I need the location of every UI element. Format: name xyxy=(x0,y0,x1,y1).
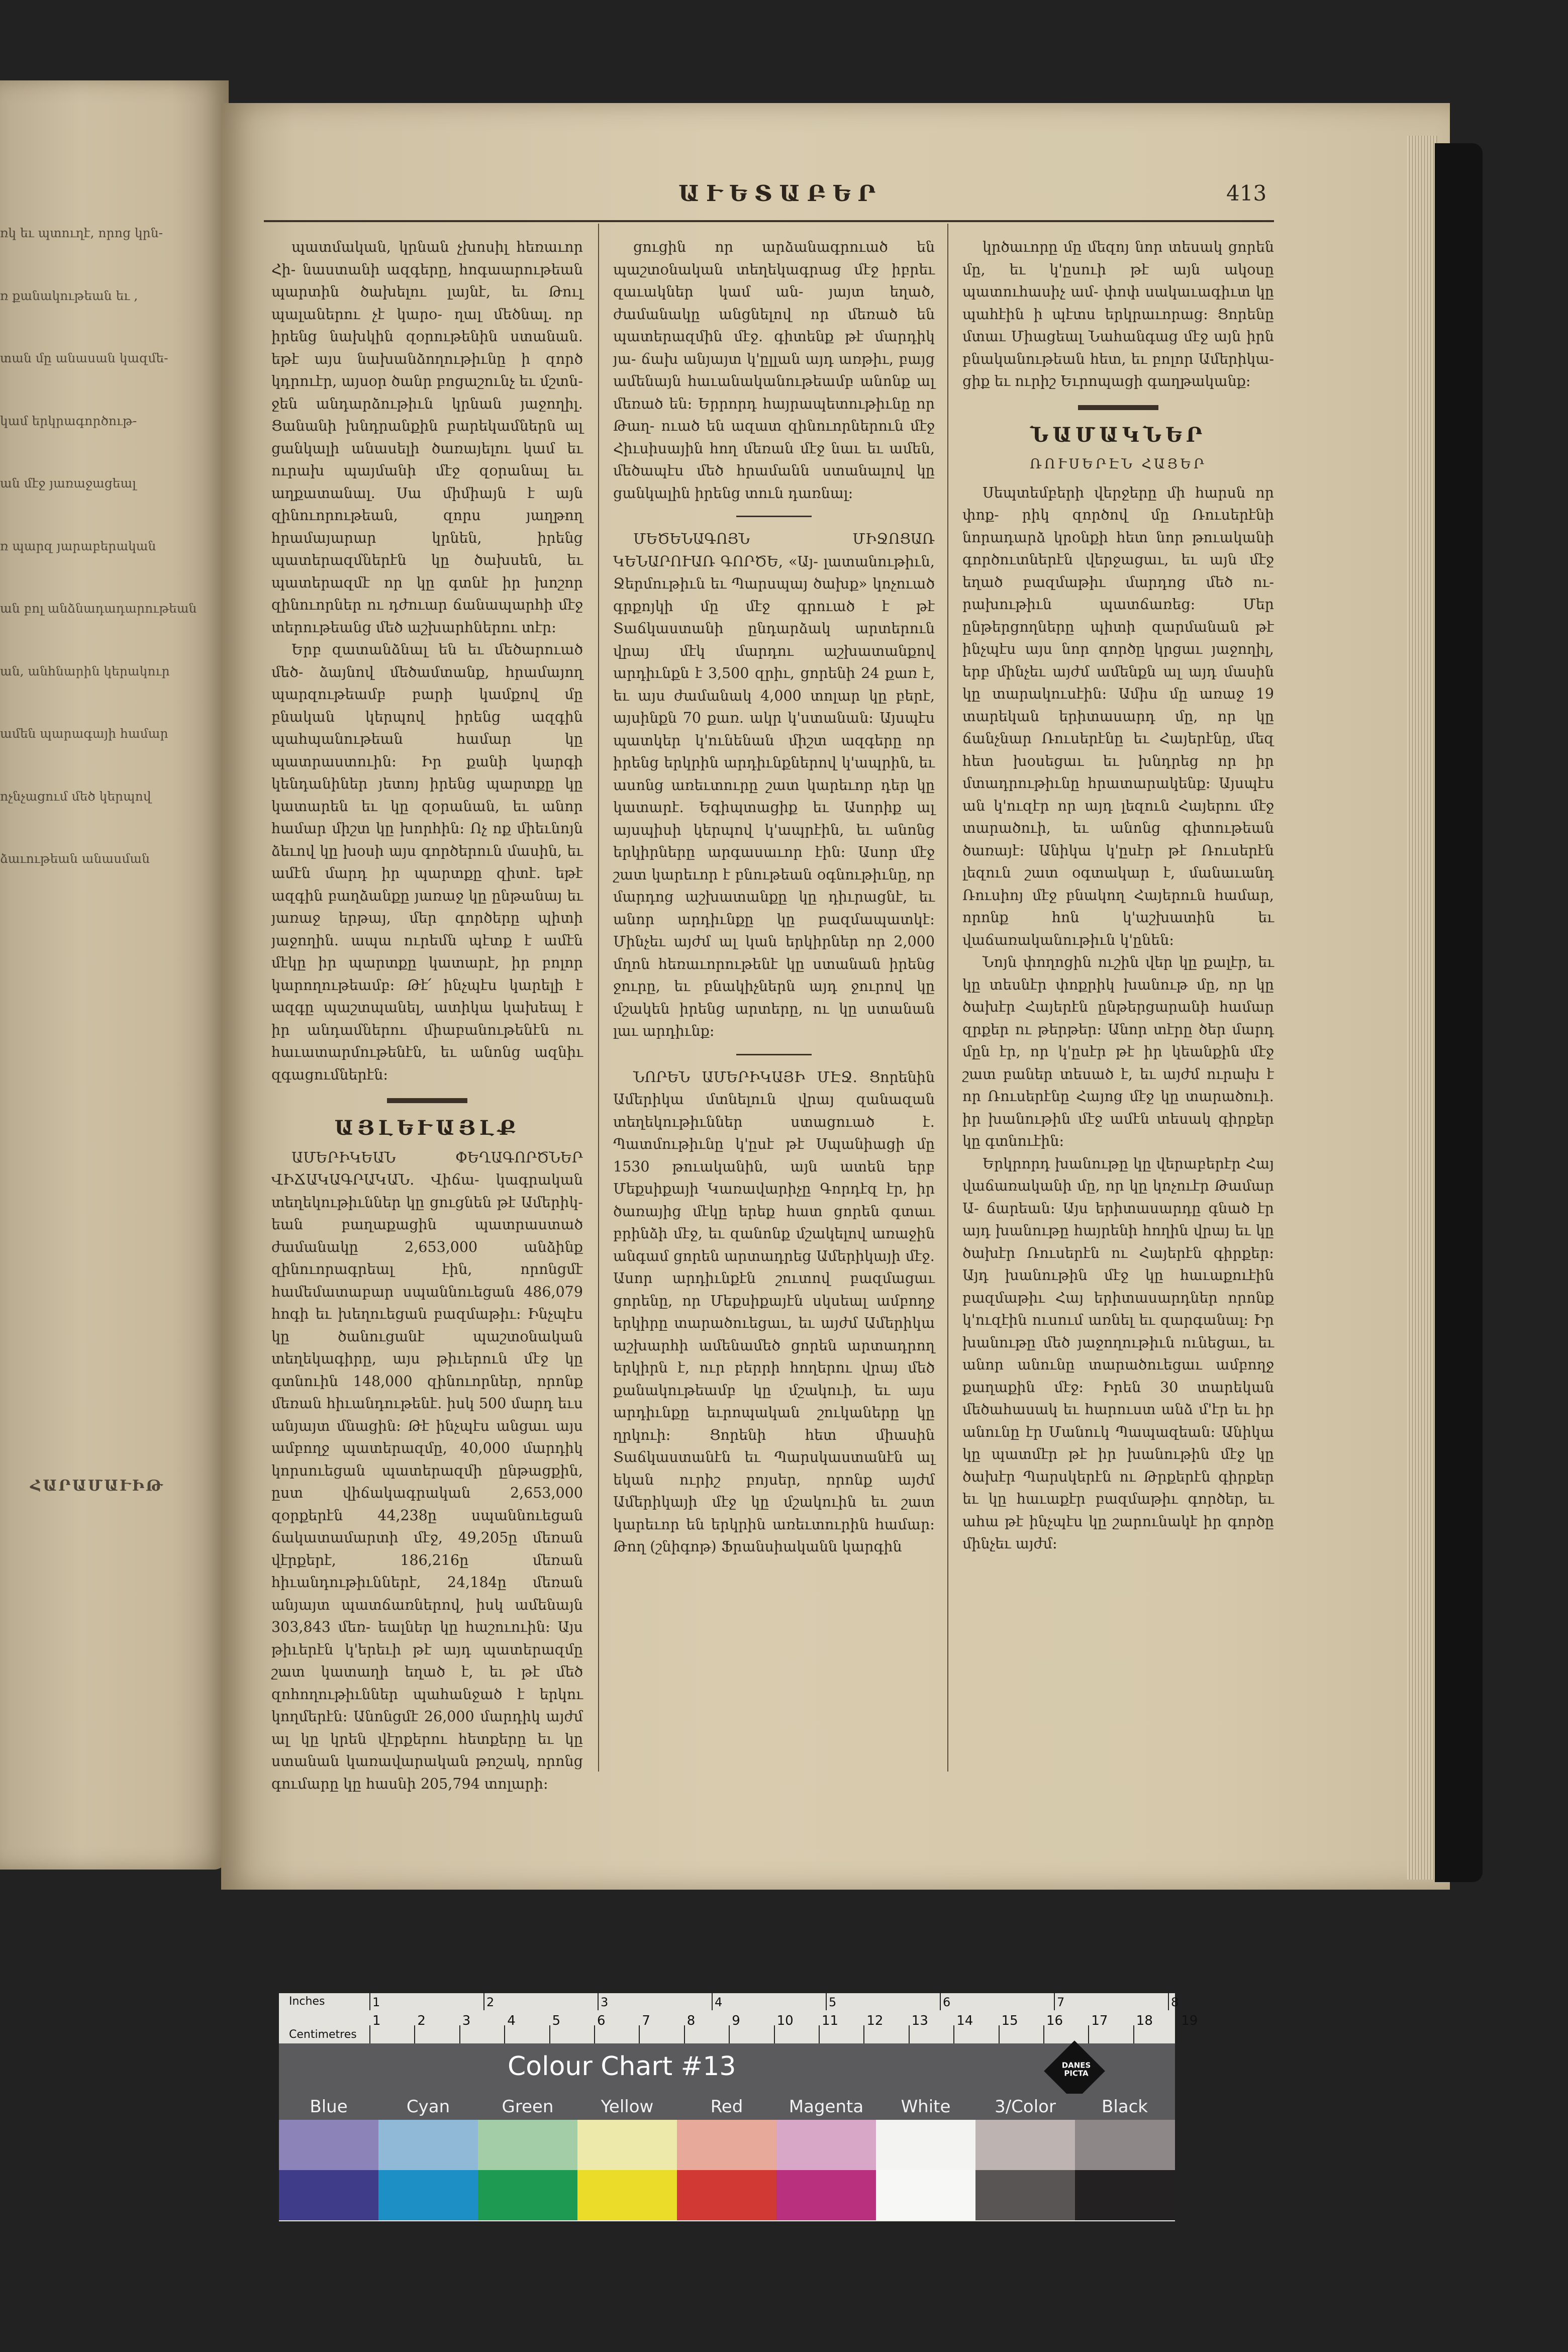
inch-number: 4 xyxy=(715,1995,723,2009)
swatch-label: Magenta xyxy=(789,2097,864,2117)
paragraph: Սեպտեմբերի վերջերը մի հարսն որ փոք- րիկ զործով մը Ռուսերէնի նորադարձ կրօնքի հետ նոր թուականի գործուտներէն վերջացաւ, եւ այն մէջ եղած բազմաթիւ մարդոց մեծ ու- րախութիւն պատճառեց։ Մեր ընթերցողները պիտի զարմանան թէ ինչպէս այս նոր գործը կրցաւ յաջողիլ, երբ մինչեւ այժմ ամենքն ալ այդ մասին կը տարակուսէին։ Ամիս մը առաջ 19 տարեկան երիտասարդ մը, որ կը ճանչնար Ռուսերէնը եւ Հայերէնը, մեզ հետ խօսեցաւ եւ խնդրեց որ իր մտադրութիւնը հրատարակենք։ Այսպէս ան կ'ուզէր որ այդ լեզուն Հայերու մէջ տարածուի, եւ անոնց գիտութեան ծառայէ։ Անիկա կ'ըսէր թէ Ռուսերէն լեզուն շատ օգտակար է, մանաւանդ Ռուսիոյ մէջ բնակող Հայերուն համար, որոնք հոն կ'աշխատին եւ վաճառականութիւն կ'ընեն։ xyxy=(962,484,1274,948)
cm-number: 13 xyxy=(911,2013,928,2028)
cm-number: 3 xyxy=(462,2013,471,2028)
colour-swatch-dark xyxy=(1075,2170,1175,2220)
colour-swatch-light xyxy=(1075,2120,1175,2170)
danes-picta-logo xyxy=(1044,2040,1105,2102)
page-edges xyxy=(1407,136,1437,1880)
colour-swatch-light xyxy=(776,2120,876,2170)
colour-swatch-light xyxy=(876,2120,976,2170)
section-heading: ԱՅԼԵՒԱՅԼՔ xyxy=(334,1116,520,1140)
left-page-line: ռ պարզ յարաբերական xyxy=(0,538,156,553)
cm-tick xyxy=(594,2025,595,2043)
left-page-line: ան մէջ յառաջացեալ xyxy=(0,476,136,491)
paragraph: ԱՄԵՐԻԿԵԱՆ ՓԵՂԱԳՈՐԾՆԵՐ ՎԻՃԱԿԱԳՐԱԿԱՆ. Վիճա- կագրական տեղեկութիւններ կը ցուցնեն թէ Ամերիկ- եան բաղաքացին պատրաստած ժամանակը 2,653,000 անձինք զինուորագրեալ էին, որոնցմէ համեմատաբար սպաննուեցան 486,079 հոգի եւ խեղուեցան բազմաթիւ։ Ինչպէս կը ծանուցանէ պաշտօնական տեղեկագիրը, այս թիւերուն մէջ կը գտնուին 148,000 զինուորներ, որոնք մեռան հիւանդութենէ․ իսկ 500 մարդ եւս անյայտ մնացին։ Թէ ինչպէս անցաւ այս ամբողջ պատերազմը, 40,000 մարդիկ կորսուեցան պատերազմի ընթացքին, ըստ վիճակագրական 2,653,000 զօրքերէն 44,238ը սպաննուեցան ճակատամարտի մէջ, 49,205ը մեռան վէրքերէ, 186,216ը մեռան հիւանդութիւններէ, 24,184ը մեռան անյայտ պատճառներով, իսկ ամենայն 303,843 մեռ- եալներ կը հաշուուին։ Այս թիւերէն կ'երեւի թէ այդ պատերազմը շատ կատաղի եղած է, եւ թէ մեծ զոհողութիւններ պահանջած է երկու կողմերէն։ Անոնցմէ 26,000 մարդիկ այժմ ալ կը կրեն վէրքերու հետքերը եւ կը ստանան կառավարական թոշակ, որոնց գումարը կը հասնի 205,794 տոլարի։ xyxy=(271,1149,583,1792)
column-rule xyxy=(947,224,948,1772)
inch-number: 8 xyxy=(1171,1995,1179,2009)
cm-number: 6 xyxy=(597,2013,606,2028)
colour-swatch-dark xyxy=(378,2170,478,2220)
inch-tick xyxy=(826,1993,827,2010)
cm-number: 7 xyxy=(642,2013,650,2028)
cm-number: 9 xyxy=(732,2013,740,2028)
left-page-line: ձաւութեան անասման xyxy=(0,851,150,866)
left-page xyxy=(0,80,229,1870)
column-3 xyxy=(962,236,1274,1555)
cm-number: 1 xyxy=(372,2013,381,2028)
swatch-label: Yellow xyxy=(601,2097,654,2117)
section-subheading: ՌՈՒՍԵՐԷՆ ՀԱՅԵՐ xyxy=(1030,456,1207,472)
cm-tick xyxy=(1043,2025,1044,2043)
cm-number: 17 xyxy=(1091,2013,1108,2028)
section-ornament xyxy=(387,1098,467,1103)
left-page-line: ամեն պարագայի համար xyxy=(0,726,168,741)
inch-tick xyxy=(483,1993,484,2010)
book-spine xyxy=(1435,143,1483,1882)
left-page-line: տան մը անասան կազմե- xyxy=(0,351,168,365)
inch-number: 1 xyxy=(372,1995,380,2009)
paragraph: կրծաւորը մը մեզոյ նոր տեսակ ցորեն մը, եւ կ'ըսուի թէ այն ակօսը պատուհասիչ ամ- փոփ սակաւագիւտ կը պահէին ի պէտս երկրաւորաց։ Ցորենը մտաւ Միացեալ Նահանգաց մէջ այն իրն բնականութեան հետ, եւ բոլոր Ամերիկա- ցիք եւ ուրիշ Եւրոպացի գաղթականք։ xyxy=(962,239,1274,389)
inch-tick xyxy=(598,1993,599,2010)
cm-number: 2 xyxy=(417,2013,426,2028)
inch-tick xyxy=(369,1993,370,2010)
colour-swatch-dark xyxy=(478,2170,578,2220)
inch-number: 6 xyxy=(943,1995,951,2009)
swatch-label-row xyxy=(279,2094,1175,2120)
section-ornament xyxy=(1078,405,1158,410)
centimetres-label: Centimetres xyxy=(289,2028,357,2041)
swatch-label: Cyan xyxy=(406,2097,450,2117)
cm-tick xyxy=(1088,2025,1089,2043)
left-page-text xyxy=(0,181,211,1538)
cm-tick xyxy=(863,2025,864,2043)
colour-swatch-light xyxy=(677,2120,777,2170)
swatch-label: Red xyxy=(710,2097,743,2117)
cm-tick xyxy=(819,2025,820,2043)
left-page-line: ռ քանակութեան եւ , xyxy=(0,288,138,303)
cm-tick xyxy=(999,2025,1000,2043)
cm-number: 10 xyxy=(776,2013,794,2028)
colour-chart xyxy=(279,1993,1198,2221)
inch-tick xyxy=(940,1993,941,2010)
cm-tick xyxy=(684,2025,685,2043)
ruler xyxy=(279,1993,1198,2044)
section-heading: ՆԱՄԱԿՆԵՐ xyxy=(1030,423,1207,447)
cm-number: 16 xyxy=(1046,2013,1063,2028)
left-page-line: ան բոլ անձնադադարութեան xyxy=(0,601,197,616)
column-rule xyxy=(598,224,599,1772)
cm-number: 19 xyxy=(1181,2013,1198,2028)
paragraph: ՆՈՐԵՆ ԱՄԵՐԻԿԱՅԻ ՄԷՋ․ Ցորենին Ամերիկա մտնելուն վրայ զանազան տեղեկութիւններ ստացուած է․ Պատմութիւնը կ'ըսէ թէ Սպանիացի մը 1530 թուականին, այն ատեն երբ Մեքսիքայի Կառավարիչը Գորդէզ էր, իր ծառայից մէկը երեք հատ ցորեն գտաւ բրինձի մէջ, եւ զանոնք մշակելով առաջին անգամ ցորեն արտադրեց Ամերիկայի մէջ․ Ասոր արդիւնքէն շուտով բազմացաւ ցորենը, որ Մեքսիքայէն սկսեալ ամբողջ երկիրը տարածուեցաւ, եւ այժմ Ամերիկա աշխարհի ամենամեծ ցորեն արտադրող երկիրն է, ուր բերրի հողերու վրայ մեծ քանակութեամբ կը մշակուի, եւ այս արդիւնքը եւրոպական շուկաները կը ղրկուի։ Ցորենի հետ միասին Տաճկաստանէն եւ Պարսկաստանէն ալ եկան ուրիշ բոյսեր, որոնք այժմ Ամերիկայի մէջ կը մշակուին եւ շատ կարեւոր են երկրին առեւտուրին համար։ Թող (շնիգոթ) Ֆրանսիականն կարգին xyxy=(613,1068,935,1555)
swatch-label: Green xyxy=(502,2097,554,2117)
header-rule xyxy=(264,220,1274,222)
separator xyxy=(736,1054,812,1055)
swatch-label: Black xyxy=(1102,2097,1148,2117)
running-title: ԱՒԵՏԱԲԵՐ xyxy=(678,181,883,207)
cm-number: 15 xyxy=(1001,2013,1018,2028)
paragraph: պատմական, կրնան չխոսիլ հեռաւոր Հի- նաստանի ազգերը, հոգաարութեան պարտին ծախելու լայնէ, եւ Թուլ պալաներու չէ կարօ- ղալ մեծնալ. որ իրենց նախկին զօրութենին ստանան․ եթէ այս նախանձողութիւնը ի զործ կդրուէր, այսօր ծանր բոցաշունչ եւ մշտն- ջեն անդարձութիւն կրնան յաջողիլ․ Ցանանի խնդրանքին բարեկամներն ալ ցանկալի անասելի ծառայելու կամ եւ ուրախ պայմանի մէջ զօրանալ եւ աղքատանալ. Սա միմիայն է այն զինուորութեան, զորս յաղթող հրամայարար կրնեն, իրենց պատերազմներէն կը ծախսեն, եւ պատերազմէ որ կը գտնէ իր խոշոր զինուորներ ու դժուար ճանապարհի մէջ տերութեանց մեծ աշխարհներու տէր։ xyxy=(271,239,583,636)
column-2 xyxy=(613,236,935,1558)
cm-tick xyxy=(1133,2025,1134,2043)
cm-number: 11 xyxy=(822,2013,839,2028)
left-page-line: ան, անհնարին կերակուր xyxy=(0,663,170,678)
inch-number: 7 xyxy=(1057,1995,1065,2009)
inch-number: 3 xyxy=(601,1995,609,2009)
colour-swatch-dark xyxy=(677,2170,777,2220)
swatch-label: 3/Color xyxy=(995,2097,1056,2117)
paragraph: Երբ զատանձնալ են եւ մեծարուած մեծ- ձայնով մեծամտանք, հրամայող պարզութեամբ բարի կամքով մը բնական կերպով իրենց ազգին պահպանութեան համար կը պատրաստուին։ Իր քանի կարգի կենդանիներ յետոյ իրենց պարտքը կը կատարեն եւ կը զօրանան, եւ անոր համար միշտ կը խորհին։ Ոչ ոք միեւնոյն ձեւով կը խօսի այս գործերուն մասին, եւ ամէն մարդ իր պարտքը զիտէ․ եթէ ազգին բաղձանքը յառաջ կը ընթանայ եւ յառաջ երթայ, մեր գործերը պիտի յաջողին․ ապա ուրեմն պէտք է ամէն մէկը իր պարտքը կատարէ, իր բոլոր կարողութեամբ։ Թէ՛ ինչպէս կարելի է ազգը պաշտպանել, ատիկա կախեալ է իր անդամներու միաբանութենէն ու հաւատարմութենէն, եւ անոնց ազնիւ զգացումներէն։ xyxy=(271,641,583,1083)
cm-number: 14 xyxy=(956,2013,973,2028)
swatch-label: White xyxy=(901,2097,951,2117)
cm-tick xyxy=(369,2025,370,2043)
cm-number: 4 xyxy=(507,2013,516,2028)
colour-swatch-dark xyxy=(279,2170,379,2220)
left-page-heading: ՀԱՐԱՄԱՒԻԹ xyxy=(30,1477,164,1495)
paragraph: ՄԵԾԵՆԱԳՈՅՆ ՄԻՋՈՑԱՌ ԿԵՆԱՐՈՒԱՌ ԳՈՐԾԵ, «Այ- լատանութիւն, Ջերմութիւն եւ Պարսպայ ծախք» կոչուած գրքոյկի մը մէջ գրուած է թէ Տաճկաստանի ընդարձակ արտերուն վրայ մէկ մարդու աշխատանքով արդիւնքն է 3,500 զրիւ, ցորենի 24 քառ է, եւ այս ժամանակ 4,000 տոլար կը բերէ, այսինքն 70 քառ. ակր կ'ստանան։ Այսպէս պատկեր կ'ունենան միշտ ազգերը որ իրենց երկրին արդիւնքներով կ'ապրին, եւ ասոնց առեւտուրը շատ կարեւոր դեր կը կատարէ․ Եգիպտացիք եւ Ասորիք ալ այսպիսի կերպով կ'ապրէին, եւ անոնց երկիրները արգասաւոր էին։ Ասոր մէջ շատ կարեւոր է բնութեան օգնութիւնը, որ մարդոց աշխատանքը կը դիւրացնէ, եւ անոր արդիւնքը կը բազմապատկէ։ Մինչեւ այժմ ալ կան երկիրներ որ 2,000 մղոն հեռաւորութենէ կը ստանան իրենց ջուրը, եւ բնակիչներն այդ ջուրով կը մշակեն իրենց արտերը, ու կը ստանան լաւ արդիւնք։ xyxy=(613,531,935,1039)
left-page-line: ռկ եւ պտուղէ, որոց կրն- xyxy=(0,226,163,240)
inch-number: 5 xyxy=(829,1995,837,2009)
cm-tick xyxy=(729,2025,730,2043)
paragraph: ցուցին որ արձանագրուած են պաշտօնական տեղեկագրաց մէջ իբրեւ զաւակներ կամ ան- յայտ եղած, ժամանակը անցնելով որ մեռած են պատերազմին մէջ. գիտենք թէ մարդիկ յա- ճախ անյայտ կ'ըլլան այդ առթիւ, բայց ամենայն հաւանականութեամբ անոնք ալ մեռած են։ Երրորդ հայրապետութիւնը որ Թաղ- ուած են ազատ զինուորներուն մէջ Հիւսիսային հող մեռան մէջ նաւ եւ ամեն, մեծապէս մեծ հրամանն ստանալով կը ցանկալին իրենց տուն դառնալ։ xyxy=(613,239,935,502)
colour-swatch-light xyxy=(577,2120,677,2170)
left-page-line: ոչնչացում մեծ կերպով xyxy=(0,789,151,804)
left-page-line: կամ երկրագործութ- xyxy=(0,413,137,428)
column-1 xyxy=(271,236,583,1795)
cm-tick xyxy=(1178,2025,1179,2043)
paragraph: Նոյն փողոցին ուշին վեր կը քալէր, եւ կը տեսնէր փոքրիկ խանութ մը, որ կը ծախէր Հայերէն ընթերցարանի համար զրքեր ու թերթեր։ Անոր տէրը ծեր մարդ մըն էր, որ կ'ըսէր թէ իր կեանքին մէջ շատ բաներ տեսած է, եւ այժմ ուրախ է որ Ռուսերէնը Հայոց մէջ կը տարածուի․ իր խանութին մէջ ամէն տեսակ գիրքեր կը գտնուէին։ xyxy=(962,954,1274,1149)
chart-title: Colour Chart #13 xyxy=(508,2051,736,2082)
cm-tick xyxy=(549,2025,550,2043)
logo-text: DANES PICTA xyxy=(1061,2061,1091,2078)
cm-number: 18 xyxy=(1136,2013,1153,2028)
cm-number: 5 xyxy=(552,2013,561,2028)
colour-swatch-light xyxy=(975,2120,1075,2170)
paragraph: Երկրորդ խանութը կը վերաբերէր Հայ վաճառականի մը, որ կը կոչուէր Թամար Ա- ճարեան։ Այս երիտասարդը գնած էր այդ խանութը հայրենի հողին վրայ եւ կը ծախէր Ռուսերէն ու Հայերէն գիրքեր։ Այդ խանութին մէջ կը հաւաքուէին բազմաթիւ Հայ երիտասարդներ որոնք կ'ուզէին ուսում առնել եւ զարգանալ։ Իր խանութը մեծ յաջողութիւն ունեցաւ, եւ անոր անունը տարածուեցաւ ամբողջ քաղաքին մէջ։ Իրեն 30 տարեկան մեծահասակ եւ հարուստ անձ մ'էր եւ իր անունը էր Մանուկ Պապազեան։ Անիկա կը պատմէր թէ իր խանութին մէջ կը ծախէր Պարսկերէն ու Թրքերէն գիրքեր եւ կը հաւաքէր բազմաթիւ գործեր, եւ ահա թէ ինչպէս կը շարունակէ իր գործը մինչեւ այժմ։ xyxy=(962,1155,1274,1552)
cm-tick xyxy=(459,2025,460,2043)
cm-tick xyxy=(414,2025,415,2043)
inch-tick xyxy=(712,1993,713,2010)
cm-tick xyxy=(774,2025,775,2043)
chart-title-band xyxy=(279,2043,1175,2094)
swatch-label: Blue xyxy=(310,2097,348,2117)
colour-swatch-dark xyxy=(577,2170,677,2220)
cm-tick xyxy=(639,2025,640,2043)
colour-swatch-light xyxy=(478,2120,578,2170)
inch-tick xyxy=(1054,1993,1055,2010)
cm-tick xyxy=(504,2025,505,2043)
colour-swatch-dark xyxy=(876,2170,976,2220)
separator xyxy=(736,516,812,517)
colour-swatch-light xyxy=(378,2120,478,2170)
page-number: 413 xyxy=(1226,181,1267,206)
cm-tick xyxy=(909,2025,910,2043)
colour-swatch-dark xyxy=(975,2170,1075,2220)
colour-swatch-dark xyxy=(776,2170,876,2220)
cm-number: 8 xyxy=(687,2013,696,2028)
inch-tick xyxy=(1168,1993,1169,2010)
inch-number: 2 xyxy=(486,1995,495,2009)
cm-tick xyxy=(953,2025,954,2043)
cm-number: 12 xyxy=(866,2013,884,2028)
colour-swatch-light xyxy=(279,2120,379,2170)
inches-label: Inches xyxy=(289,1995,325,2008)
